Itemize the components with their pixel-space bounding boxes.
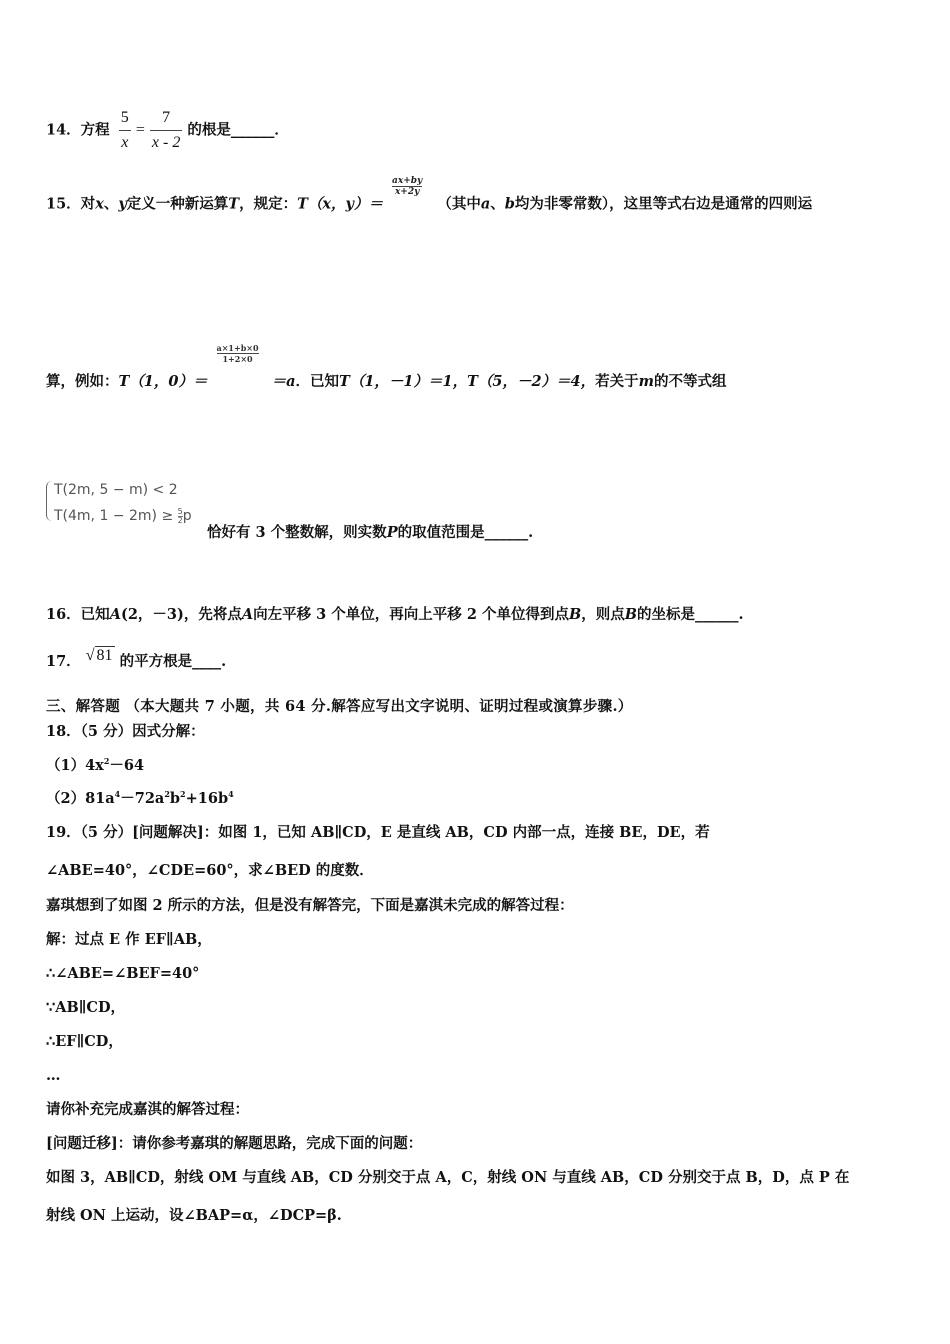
q18-p1-pre: （1）4x (46, 757, 104, 774)
q14-tail: 的根是______． (187, 121, 289, 139)
q16-coord: (2，－3)，先将点 (120, 606, 242, 623)
system-row-2-text: T(4m, 1 − 2m) ≥ (54, 508, 174, 524)
q15-sep1: 、 (103, 195, 119, 213)
q15b-middle: ．已知 (295, 372, 340, 390)
q15b-frac-num: a×1+b×0 (216, 343, 259, 353)
q18-p2-b: b (169, 790, 181, 807)
q18-p1-post: －64 (109, 757, 145, 774)
question-18-part-2 (46, 789, 234, 809)
q15b-T2: T（5，－2）＝4， (467, 372, 596, 390)
q15-Txy: T（x，y）＝ (297, 195, 383, 213)
q15-const-b: b (504, 195, 515, 213)
q18-p2-e3: 2 (180, 789, 186, 799)
q15c-text: 恰好有 3 个整数解，则实数 (207, 524, 387, 541)
question-15-line-1 (46, 176, 813, 215)
q15b-eq-a: ＝a (271, 372, 296, 390)
q15-frac-den: x+2y (394, 187, 420, 197)
q15-frac-num: ax+by (392, 176, 423, 186)
question-19-line-6: ∵AB∥CD， (46, 999, 126, 1016)
question-16 (46, 605, 744, 625)
q18-p2-mid: －72a (120, 790, 165, 807)
sqrt-81: √ 81 (85, 647, 113, 664)
question-17 (46, 646, 227, 670)
q15-var-y: y (118, 195, 127, 213)
system-frac-num: 5 (177, 506, 183, 516)
question-19-line-9: 请你补充完成嘉淇的解答过程： (46, 1101, 249, 1118)
q14-frac2-den: x - 2 (151, 134, 181, 151)
q15b-var-m: m (638, 372, 654, 390)
q16-point-B2: B (624, 606, 638, 623)
q15b-end2: 的不等式组 (654, 372, 727, 390)
question-14 (46, 108, 289, 153)
question-18-part-1 (46, 756, 144, 776)
question-15-line-2 (46, 343, 727, 390)
q15-op-T: T (228, 195, 240, 213)
q16-point-A2: A (241, 606, 254, 623)
q15-def-text: 定义一种新运算 (126, 195, 229, 213)
q15-prefix: 15．对 (46, 195, 96, 213)
question-19-line-12: 射线 ON 上运动，设∠BAP=α，∠DCP=β. (46, 1207, 342, 1224)
system-frac-den: 2 (177, 515, 183, 525)
question-18-head: 18．（5 分）因式分解： (46, 723, 205, 740)
q14-frac2-num: 7 (150, 108, 182, 131)
question-19-line-7: ∴EF∥CD， (46, 1033, 123, 1050)
sqrt-radicand: 81 (96, 647, 113, 664)
q15-var-x: x (95, 195, 104, 213)
q16-text3: ，则点 (581, 606, 625, 623)
system-row-2 (46, 505, 192, 527)
q15-fraction (392, 176, 422, 197)
q15-const-a: a (480, 195, 491, 213)
q15b-T10: T（1，0）＝ (118, 372, 208, 390)
q16-point-A: A (109, 606, 121, 623)
q14-label: 14．方程 (46, 121, 110, 139)
q18-p2-e1: 4 (114, 789, 121, 799)
question-19-line-8: … (46, 1067, 61, 1084)
inequality-system (46, 481, 192, 527)
q16-text2: 向左平移 3 个单位，再向上平移 2 个单位得到点 (253, 606, 569, 623)
q16-point-B: B (569, 606, 582, 623)
q15-rule: ，规定： (239, 195, 298, 213)
question-19-line-2: ∠ABE=40°，∠CDE=60°，求∠BED 的度数． (46, 862, 374, 879)
q15c-var-P: P (386, 524, 398, 541)
question-19-line-1: 19．（5 分）[问题解决]：如图 1，已知 AB∥CD，E 是直线 AB，CD 内部一点，连接 BE，DE，若 (46, 824, 710, 841)
system-brace (46, 481, 53, 521)
question-19-line-4: 解：过点 E 作 EF∥AB， (46, 931, 212, 948)
question-19-line-5: ∴∠ABE=∠BEF=40° (46, 965, 200, 982)
q14-equals: = (135, 121, 145, 139)
system-row-1: T(2m, 5 − m) < 2 (54, 482, 178, 498)
q15b-frac-den: 1+2×0 (222, 354, 253, 364)
question-15-line-3 (207, 523, 533, 543)
q15-note-tail: 均为非零常数），这里等式右边是通常的四则运 (514, 195, 813, 213)
q15b-fraction (217, 343, 259, 364)
question-19-line-10: [问题迁移]：请你参考嘉琪的解题思路，完成下面的问题： (46, 1135, 423, 1152)
q15b-T1: T（1，－1）＝1， (339, 372, 468, 390)
q15b-end: 若关于 (595, 372, 639, 390)
q18-p2-e4: 4 (228, 789, 234, 799)
q16-text4: 的坐标是______. (637, 606, 744, 623)
q14-frac1-num: 5 (119, 108, 131, 131)
q15-sep2: 、 (490, 195, 505, 213)
section-3-title: 三、解答题 （本大题共 7 小题，共 64 分.解答应写出文字说明、证明过程或演算步骤.） (46, 698, 633, 715)
question-19-line-3: 嘉琪想到了如图 2 所示的方法，但是没有解答完，下面是嘉淇未完成的解答过程： (46, 897, 574, 914)
q17-tail: 的平方根是____. (119, 653, 227, 670)
q14-fraction-right (150, 108, 182, 153)
q18-p2-e2: 2 (164, 789, 170, 799)
q14-fraction-left (119, 108, 131, 153)
q15-note: （其中 (437, 195, 481, 213)
q17-label: 17． (46, 653, 81, 670)
q15b-start: 算，例如： (46, 372, 119, 390)
q18-p2-end: +16b (185, 790, 229, 807)
question-19-line-11: 如图 3，AB∥CD，射线 OM 与直线 AB，CD 分别交于点 A，C，射线 ON 与直线 AB，CD 分别交于点 B，D，点 P 在 (46, 1169, 850, 1186)
q15c-text2: 的取值范围是______. (397, 524, 534, 541)
q18-p1-exp: 2 (103, 756, 110, 766)
q18-p2-pre: （2）81a (46, 790, 115, 807)
q14-frac1-den: x (121, 134, 129, 151)
system-row-2-p: p (182, 508, 192, 524)
q16-text1: 16．已知 (46, 606, 110, 623)
